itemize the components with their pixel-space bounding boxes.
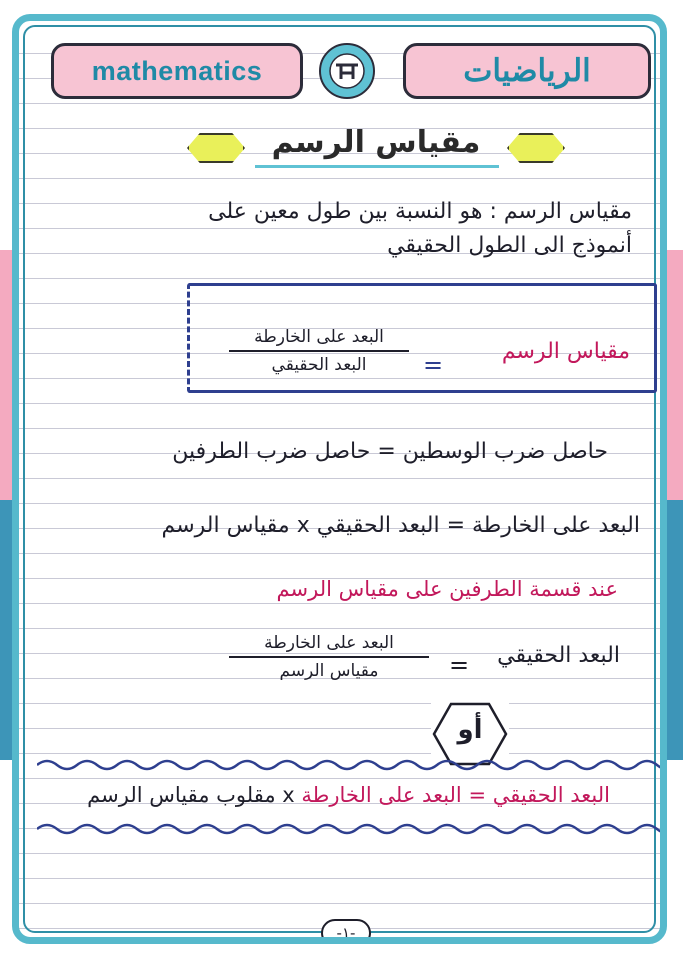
or-label: أو xyxy=(457,715,483,745)
title-underline xyxy=(255,165,499,168)
hexagon-decoration-left xyxy=(187,133,245,163)
page-number: -١- xyxy=(321,919,371,944)
formula1-fraction xyxy=(229,327,409,375)
wavy-divider-top xyxy=(37,757,667,773)
final-formula-part2: x مقلوب مقياس الرسم xyxy=(87,783,295,807)
formula1-numerator: البعد على الخارطة xyxy=(254,327,384,347)
subject-arabic-label: الرياضيات xyxy=(463,53,591,88)
formula1-equals: = xyxy=(423,351,444,379)
means-extremes-line: حاصل ضرب الوسطين = حاصل ضرب الطرفين xyxy=(172,439,608,464)
formula2-denominator: مقياس الرسم xyxy=(279,661,379,681)
formula2-label: البعد الحقيقي xyxy=(497,643,620,668)
hexagon-decoration-right xyxy=(507,133,565,163)
formula2-fraction xyxy=(229,633,429,681)
product-line: البعد على الخارطة = البعد الحقيقي x مقياس الرسم xyxy=(161,513,640,538)
subject-english-pill xyxy=(51,43,303,99)
final-formula-line xyxy=(87,783,610,807)
final-formula-part1: البعد الحقيقي = البعد على الخارطة xyxy=(301,783,610,807)
subject-arabic-pill xyxy=(403,43,651,99)
page-title: مقياس الرسم xyxy=(271,125,481,160)
subject-english-label: mathematics xyxy=(91,55,263,86)
formula1-label: مقياس الرسم xyxy=(501,339,630,364)
fraction-bar xyxy=(229,656,429,658)
formula2-numerator: البعد على الخارطة xyxy=(264,633,394,653)
notebook-page xyxy=(12,14,667,944)
divide-line: عند قسمة الطرفين على مقياس الرسم xyxy=(276,577,618,601)
wavy-divider-bottom xyxy=(37,821,667,837)
logo-icon xyxy=(319,43,375,99)
definition-line-1: مقياس الرسم : هو النسبة بين طول معين على xyxy=(208,199,632,224)
title-row xyxy=(19,121,660,173)
fraction-bar xyxy=(229,350,409,352)
formula2-equals: = xyxy=(449,651,470,679)
formula1-denominator: البعد الحقيقي xyxy=(271,355,367,375)
definition-line-2: أنموذج الى الطول الحقيقي xyxy=(387,233,632,258)
logo-mark xyxy=(327,51,367,91)
